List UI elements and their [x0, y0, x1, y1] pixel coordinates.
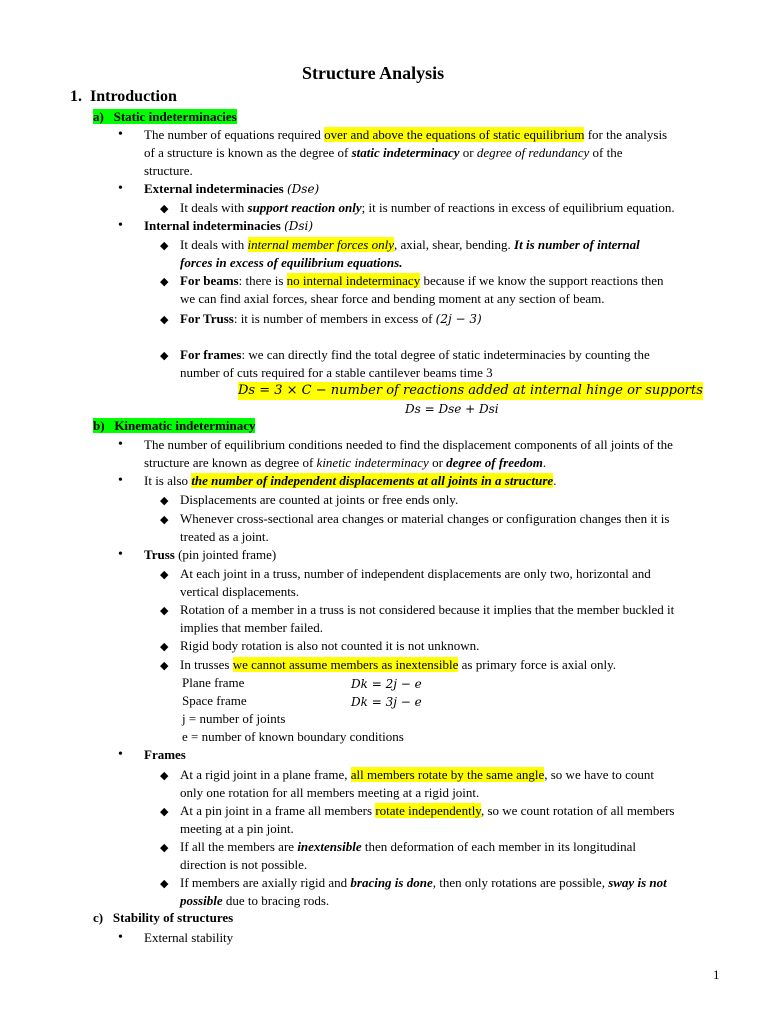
bullet-icon: • [118, 218, 123, 233]
paragraph-line: forces in excess of equilibrium equations. [180, 255, 403, 270]
equation-static-indeterminacy: Ds = 3 × C − number of reactions added at internal hinge or supports [238, 383, 703, 398]
paragraph-line: implies that member failed. [180, 620, 323, 635]
diamond-bullet-icon: ◆ [160, 240, 169, 252]
subsection-heading-stability: c) Stability of structures [93, 910, 234, 925]
paragraph-line: we can find axial forces, shear force and bending moment at any section of beam. [180, 291, 605, 306]
bullet-icon: • [118, 473, 123, 488]
paragraph-line: possible due to bracing rods. [180, 893, 330, 908]
list-item-internal-indeterminacies: Internal indeterminacies (Dsi) [144, 218, 314, 233]
list-item-external-indeterminacies: External indeterminacies (Dse) [144, 181, 320, 196]
equation-total-static: Ds = Dse + Dsi [405, 402, 499, 416]
diamond-bullet-icon: ◆ [160, 314, 169, 326]
paragraph-line: structure. [144, 163, 193, 178]
paragraph-line: In trusses we cannot assume members as inextensible as primary force is axial only. [180, 657, 616, 672]
paragraph-line: meeting at a pin joint. [180, 821, 294, 836]
document-title: Structure Analysis [302, 63, 445, 83]
paragraph-line: The number of equilibrium conditions needed to find the displacement components of all joints of the [144, 437, 673, 452]
bullet-icon: • [118, 437, 123, 452]
diamond-bullet-icon: ◆ [160, 878, 169, 890]
paragraph-line: number of cuts required for a stable cantilever beams time 3 [180, 365, 493, 380]
diamond-bullet-icon: ◆ [160, 842, 169, 854]
diamond-bullet-icon: ◆ [160, 660, 169, 672]
paragraph-line: It deals with support reaction only; it is number of reactions in excess of equilibrium equation. [180, 200, 675, 215]
paragraph-line: If members are axially rigid and bracing is done, then only rotations are possible, sway is not [180, 875, 667, 890]
paragraph-line: For beams: there is no internal indeterminacy because if we know the support reactions then [180, 273, 664, 288]
space-frame-equation: Dk = 3j − e [351, 695, 422, 709]
plane-frame-equation: Dk = 2j − e [351, 677, 422, 691]
definition-j: j = number of joints [182, 711, 286, 726]
paragraph-line: direction is not possible. [180, 857, 308, 872]
space-frame-label: Space frame [182, 693, 247, 708]
bullet-icon: • [118, 127, 123, 142]
diamond-bullet-icon: ◆ [160, 350, 169, 362]
paragraph-line: If all the members are inextensible then deformation of each member in its longitudinal [180, 839, 636, 854]
paragraph-line: At a pin joint in a frame all members rotate independently, so we count rotation of all members [180, 803, 675, 818]
diamond-bullet-icon: ◆ [160, 569, 169, 581]
paragraph-line: At a rigid joint in a plane frame, all members rotate by the same angle, so we have to count [180, 767, 655, 782]
paragraph-line: Displacements are counted at joints or free ends only. [180, 492, 459, 507]
paragraph-line: It deals with internal member forces only, axial, shear, bending. It is number of internal [180, 237, 640, 252]
diamond-bullet-icon: ◆ [160, 203, 169, 215]
diamond-bullet-icon: ◆ [160, 514, 169, 526]
paragraph-line: Rotation of a member in a truss is not considered because it implies that the member buckled it [180, 602, 675, 617]
list-item-truss: Truss (pin jointed frame) [144, 547, 277, 562]
diamond-bullet-icon: ◆ [160, 495, 169, 507]
diamond-bullet-icon: ◆ [160, 605, 169, 617]
diamond-bullet-icon: ◆ [160, 806, 169, 818]
subsection-heading-kinematic: b) Kinematic indeterminacy [93, 418, 256, 433]
diamond-bullet-icon: ◆ [160, 770, 169, 782]
paragraph-line: The number of equations required over and above the equations of static equilibrium for the analysis [144, 127, 668, 142]
paragraph-line: vertical displacements. [180, 584, 300, 599]
section-heading-introduction: 1. Introduction [70, 88, 177, 105]
list-item-frames: Frames [144, 747, 186, 762]
paragraph-line: Rigid body rotation is also not counted it is not unknown. [180, 638, 480, 653]
diamond-bullet-icon: ◆ [160, 276, 169, 288]
paragraph-line: Whenever cross-sectional area changes or material changes or configuration changes then it is [180, 511, 670, 526]
bullet-icon: • [118, 747, 123, 762]
paragraph-line: At each joint in a truss, number of independent displacements are only two, horizontal and [180, 566, 651, 581]
paragraph-line: For frames: we can directly find the total degree of static indeterminacies by counting the [180, 347, 650, 362]
paragraph-line: of a structure is known as the degree of static indeterminacy or degree of redundancy of the [144, 145, 623, 160]
bullet-icon: • [118, 930, 123, 945]
bullet-icon: • [118, 547, 123, 562]
paragraph-line: For Truss: it is number of members in excess of (2j − 3) [180, 311, 482, 326]
paragraph-line: It is also the number of independent displacements at all joints in a structure. [144, 473, 557, 488]
paragraph-line: structure are known as degree of kinetic indeterminacy or degree of freedom. [144, 455, 547, 470]
page-number: 1 [713, 967, 720, 982]
list-item-external-stability: External stability [144, 930, 234, 945]
bullet-icon: • [118, 181, 123, 196]
plane-frame-label: Plane frame [182, 675, 245, 690]
paragraph-line: only one rotation for all members meeting at a rigid joint. [180, 785, 480, 800]
paragraph-line: treated as a joint. [180, 529, 269, 544]
definition-e: e = number of known boundary conditions [182, 729, 404, 744]
diamond-bullet-icon: ◆ [160, 641, 169, 653]
subsection-heading-static: a) Static indeterminacies [93, 109, 237, 124]
